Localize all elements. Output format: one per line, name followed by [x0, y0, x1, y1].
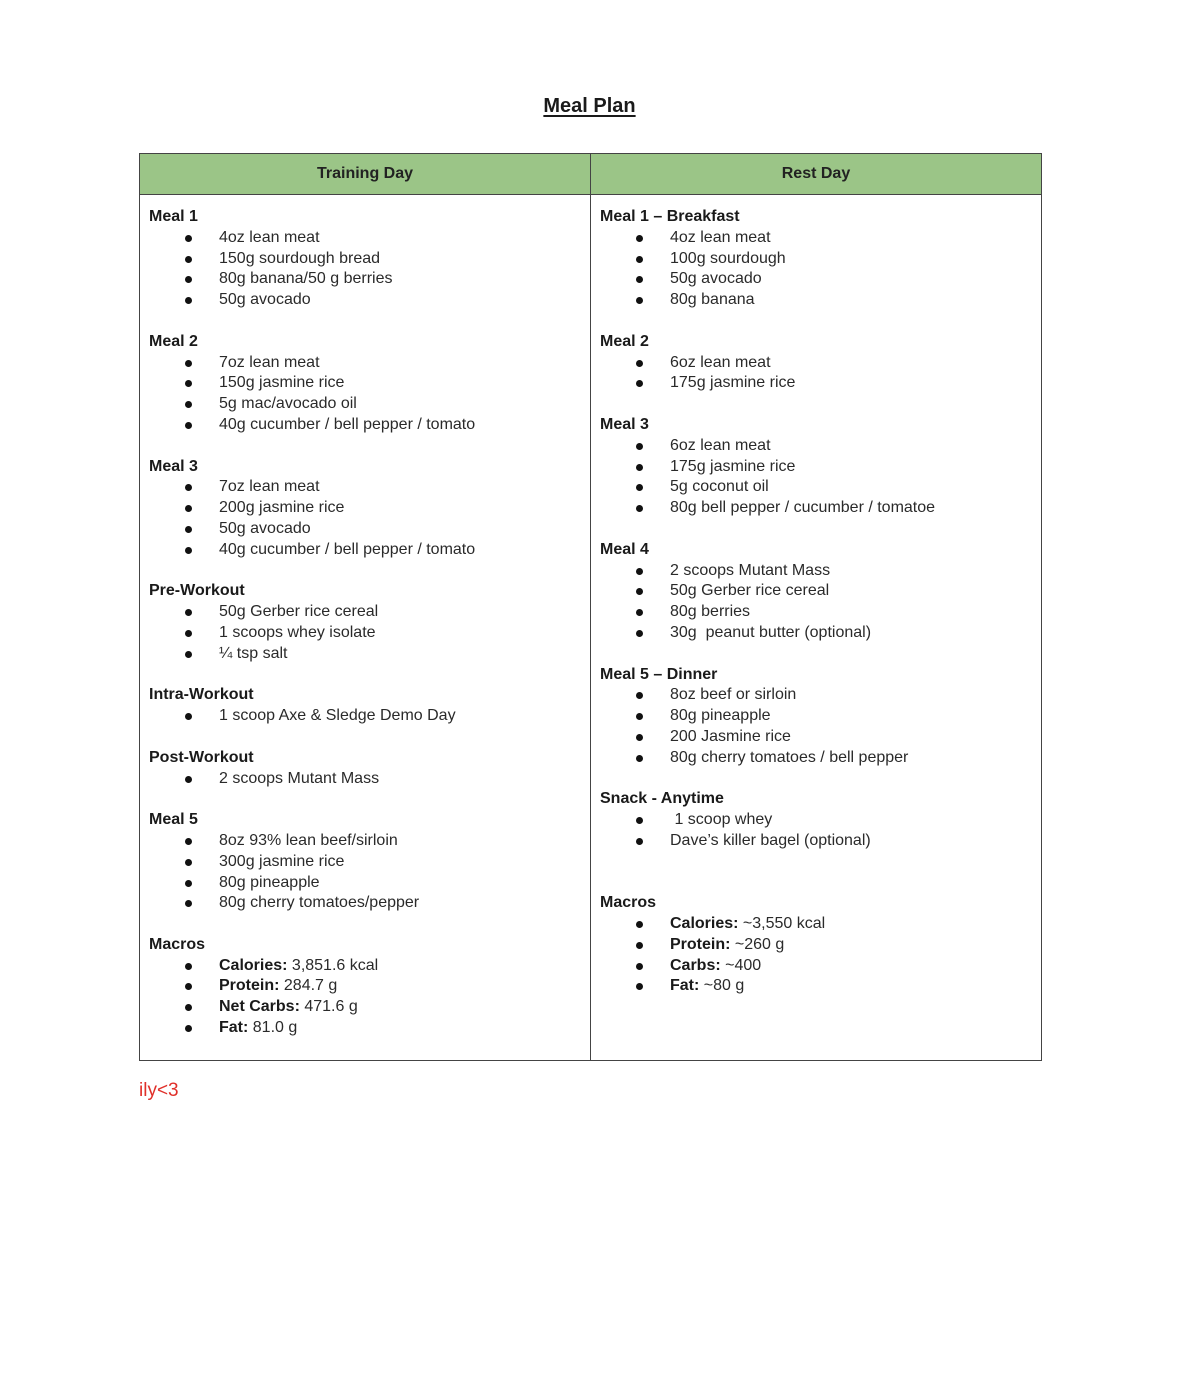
macro-label: Net Carbs:	[219, 998, 300, 1016]
list-item	[149, 873, 590, 894]
item-text: 7oz lean meat	[219, 353, 320, 371]
training-sections	[149, 207, 590, 1039]
meal-section	[600, 893, 1041, 997]
bullet-icon	[636, 568, 643, 575]
bullet-icon	[185, 1025, 192, 1032]
section-title: Post-Workout	[149, 748, 254, 766]
bullet-icon	[185, 859, 192, 866]
list-item	[149, 831, 590, 852]
section-title: Meal 3	[149, 457, 198, 475]
item-list	[600, 561, 1041, 644]
rest-day-header: Rest Day	[591, 154, 1042, 195]
item-text: 30g peanut butter (optional)	[670, 623, 872, 641]
bullet-icon	[185, 360, 192, 367]
bullet-icon	[185, 900, 192, 907]
item-list	[149, 228, 590, 311]
macro-label: Protein:	[219, 977, 280, 995]
bullet-icon	[185, 380, 192, 387]
item-text: 2 scoops Mutant Mass	[670, 561, 831, 579]
list-item	[600, 353, 1041, 374]
section-title: Intra-Workout	[149, 686, 254, 704]
section-title: Meal 4	[600, 540, 649, 558]
section-title: Pre-Workout	[149, 582, 245, 600]
item-text: 200 Jasmine rice	[670, 727, 791, 745]
bullet-icon	[636, 609, 643, 616]
bullet-icon	[636, 235, 643, 242]
item-text: 1 scoop Axe & Sledge Demo Day	[219, 707, 456, 725]
macro-value: ~400	[720, 956, 762, 974]
list-item	[149, 228, 590, 249]
bullet-icon	[636, 838, 643, 845]
list-item	[149, 997, 590, 1018]
item-text: 4oz lean meat	[219, 228, 320, 246]
bullet-icon	[636, 443, 643, 450]
section-title: Macros	[149, 935, 206, 953]
bullet-icon	[636, 484, 643, 491]
macro-label: Fat:	[670, 977, 700, 995]
bullet-icon	[185, 276, 192, 283]
list-item	[600, 748, 1041, 769]
list-item	[600, 373, 1041, 394]
section-title: Snack - Anytime	[600, 790, 724, 808]
item-list	[149, 831, 590, 914]
item-text: 50g avocado	[219, 519, 311, 537]
meal-section	[149, 207, 590, 311]
bullet-icon	[185, 983, 192, 990]
list-item	[600, 228, 1041, 249]
bullet-icon	[636, 256, 643, 263]
bullet-icon	[185, 963, 192, 970]
item-list	[600, 228, 1041, 311]
page-title: Meal Plan	[543, 95, 636, 117]
item-list	[149, 477, 590, 560]
training-day-header: Training Day	[140, 154, 591, 195]
bullet-icon	[185, 256, 192, 263]
list-item	[149, 644, 590, 665]
meal-section	[149, 581, 590, 664]
macro-value: 81.0 g	[248, 1019, 298, 1037]
bullet-icon	[185, 776, 192, 783]
item-list	[600, 353, 1041, 395]
list-item	[600, 623, 1041, 644]
section-title: Meal 3	[600, 415, 649, 433]
bullet-icon	[636, 713, 643, 720]
list-item	[149, 540, 590, 561]
bullet-icon	[185, 526, 192, 533]
macro-value: ~260 g	[730, 935, 785, 953]
list-item	[600, 249, 1041, 270]
item-text: 2 scoops Mutant Mass	[219, 769, 380, 787]
bullet-icon	[636, 630, 643, 637]
item-text: 8oz beef or sirloin	[670, 686, 797, 704]
bullet-icon	[185, 880, 192, 887]
item-list	[600, 436, 1041, 519]
bullet-icon	[636, 734, 643, 741]
meal-section	[600, 415, 1041, 519]
meal-section	[149, 332, 590, 436]
list-item	[149, 373, 590, 394]
item-text: 8oz 93% lean beef/sirloin	[219, 831, 398, 849]
item-text: 300g jasmine rice	[219, 852, 345, 870]
meal-section	[149, 935, 590, 1039]
item-text: 6oz lean meat	[670, 353, 771, 371]
rest-day-column	[591, 195, 1042, 1061]
meal-section	[149, 810, 590, 914]
item-text: 80g berries	[670, 603, 751, 621]
macro-value: 3,851.6 kcal	[287, 956, 379, 974]
list-item	[149, 498, 590, 519]
list-item	[600, 831, 1041, 852]
list-item	[600, 935, 1041, 956]
meal-section	[600, 207, 1041, 311]
list-item	[600, 436, 1041, 457]
item-text: 1 scoops whey isolate	[219, 623, 376, 641]
item-text: 80g cherry tomatoes/pepper	[219, 894, 420, 912]
item-text: 200g jasmine rice	[219, 499, 345, 517]
meal-section	[149, 685, 590, 727]
list-item	[149, 477, 590, 498]
list-item	[600, 706, 1041, 727]
bullet-icon	[636, 360, 643, 367]
macro-label: Carbs:	[670, 956, 721, 974]
list-item	[149, 602, 590, 623]
bullet-icon	[636, 588, 643, 595]
item-list	[149, 769, 590, 790]
item-text: 80g bell pepper / cucumber / tomatoe	[670, 499, 936, 517]
list-item	[600, 477, 1041, 498]
item-text: 50g avocado	[670, 270, 762, 288]
item-text: ¼ tsp salt	[219, 644, 288, 662]
list-item	[149, 394, 590, 415]
item-text: 80g banana	[670, 291, 755, 309]
section-title: Meal 2	[149, 332, 198, 350]
list-item	[600, 976, 1041, 997]
bullet-icon	[185, 297, 192, 304]
bullet-icon	[636, 921, 643, 928]
item-text: 5g mac/avocado oil	[219, 395, 357, 413]
list-item	[600, 956, 1041, 977]
list-item	[149, 290, 590, 311]
item-list	[149, 602, 590, 664]
item-text: 1 scoop whey	[670, 811, 773, 829]
list-item	[149, 1018, 590, 1039]
list-item	[600, 727, 1041, 748]
training-day-column	[140, 195, 591, 1061]
bullet-icon	[185, 630, 192, 637]
bullet-icon	[636, 276, 643, 283]
item-text: 80g pineapple	[219, 873, 320, 891]
item-text: 6oz lean meat	[670, 436, 771, 454]
list-item	[149, 706, 590, 727]
item-list	[149, 353, 590, 436]
item-text: 4oz lean meat	[670, 228, 771, 246]
rest-sections	[600, 207, 1041, 997]
macro-value: 284.7 g	[279, 977, 338, 995]
meal-section	[149, 748, 590, 790]
bullet-icon	[185, 422, 192, 429]
item-text: 7oz lean meat	[219, 478, 320, 496]
macro-value: ~80 g	[699, 977, 745, 995]
item-text: 50g Gerber rice cereal	[670, 582, 830, 600]
footnote-text: ily<3	[139, 1080, 179, 1101]
item-text: 50g avocado	[219, 291, 311, 309]
section-title: Meal 5 – Dinner	[600, 665, 718, 683]
bullet-icon	[636, 963, 643, 970]
item-text: 50g Gerber rice cereal	[219, 603, 379, 621]
item-text: 150g sourdough bread	[219, 249, 381, 267]
bullet-icon	[636, 505, 643, 512]
bullet-icon	[636, 817, 643, 824]
list-item	[149, 519, 590, 540]
table-header-row	[140, 154, 1042, 195]
item-text: 150g jasmine rice	[219, 374, 345, 392]
bullet-icon	[636, 755, 643, 762]
section-title: Meal 5	[149, 811, 198, 829]
bullet-icon	[636, 297, 643, 304]
list-item	[600, 269, 1041, 290]
list-item	[600, 914, 1041, 935]
item-list	[600, 914, 1041, 997]
list-item	[600, 602, 1041, 623]
bullet-icon	[185, 838, 192, 845]
item-list	[149, 956, 590, 1039]
meal-section	[149, 457, 590, 561]
list-item	[149, 249, 590, 270]
list-item	[149, 415, 590, 436]
bullet-icon	[185, 484, 192, 491]
list-item	[600, 810, 1041, 831]
table-body-row	[140, 195, 1042, 1061]
section-title: Meal 1 – Breakfast	[600, 208, 740, 225]
bullet-icon	[636, 464, 643, 471]
item-list	[600, 810, 1041, 852]
list-item	[149, 623, 590, 644]
section-title: Meal 1	[149, 208, 198, 225]
bullet-icon	[185, 1004, 192, 1011]
meal-section	[600, 332, 1041, 394]
bullet-icon	[185, 235, 192, 242]
list-item	[149, 976, 590, 997]
item-text: 175g jasmine rice	[670, 457, 796, 475]
bullet-icon	[636, 692, 643, 699]
item-text: 100g sourdough	[670, 249, 786, 267]
bullet-icon	[185, 713, 192, 720]
list-item	[149, 956, 590, 977]
item-text: 80g pineapple	[670, 707, 771, 725]
item-list	[149, 706, 590, 727]
list-item	[149, 353, 590, 374]
macro-value: ~3,550 kcal	[738, 915, 826, 933]
bullet-icon	[185, 401, 192, 408]
item-text: 80g cherry tomatoes / bell pepper	[670, 748, 909, 766]
macro-value: 471.6 g	[299, 998, 358, 1016]
meal-section	[600, 540, 1041, 644]
item-text: 40g cucumber / bell pepper / tomato	[219, 540, 476, 558]
macro-label: Protein:	[670, 935, 731, 953]
section-title: Meal 2	[600, 332, 649, 350]
list-item	[600, 581, 1041, 602]
item-text: 5g coconut oil	[670, 478, 769, 496]
item-list	[600, 685, 1041, 768]
bullet-icon	[185, 547, 192, 554]
item-text: 175g jasmine rice	[670, 374, 796, 392]
item-text: Dave’s killer bagel (optional)	[670, 831, 871, 849]
list-item	[600, 290, 1041, 311]
bullet-icon	[185, 505, 192, 512]
list-item	[149, 269, 590, 290]
list-item	[600, 457, 1041, 478]
bullet-icon	[636, 983, 643, 990]
list-item	[600, 685, 1041, 706]
list-item	[149, 852, 590, 873]
list-item	[600, 498, 1041, 519]
macro-label: Calories:	[219, 956, 288, 974]
bullet-icon	[185, 651, 192, 658]
meal-section	[600, 789, 1041, 851]
list-item	[600, 561, 1041, 582]
list-item	[149, 769, 590, 790]
meal-section	[600, 665, 1041, 769]
bullet-icon	[636, 942, 643, 949]
section-title: Macros	[600, 894, 657, 912]
meal-plan-table	[139, 153, 1042, 1061]
item-text: 40g cucumber / bell pepper / tomato	[219, 415, 476, 433]
list-item	[149, 893, 590, 914]
bullet-icon	[185, 609, 192, 616]
item-text: 80g banana/50 g berries	[219, 270, 393, 288]
macro-label: Fat:	[219, 1019, 249, 1037]
bullet-icon	[636, 380, 643, 387]
macro-label: Calories:	[670, 915, 739, 933]
